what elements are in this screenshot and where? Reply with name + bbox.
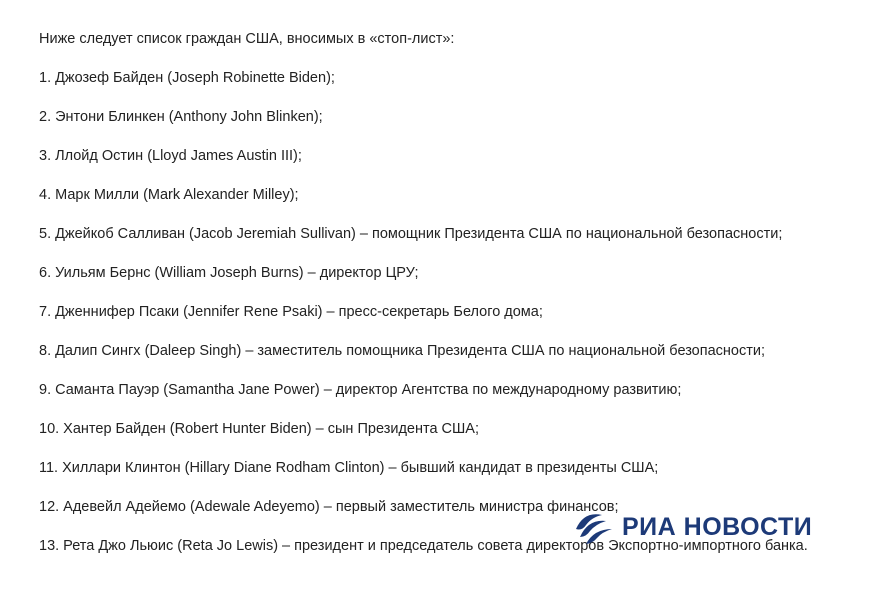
list-item-text: Уильям Бернс (William Joseph Burns) – директор ЦРУ; xyxy=(55,265,419,281)
article-body xyxy=(39,28,859,574)
ria-watermark-text: РИА НОВОСТИ xyxy=(622,512,813,541)
list-item xyxy=(39,262,859,284)
list-item-number: 10. xyxy=(39,421,60,437)
list-item xyxy=(39,418,859,440)
list-item-number: 2. xyxy=(39,109,52,125)
intro-paragraph: Ниже следует список граждан США, вносимых в «стоп-лист»: xyxy=(39,31,455,47)
list-item xyxy=(39,340,859,362)
list-item-text: Хантер Байден (Robert Hunter Biden) – сын Президента США; xyxy=(63,421,480,437)
list-item-text: Джозеф Байден (Joseph Robinette Biden); xyxy=(55,70,335,86)
list-item xyxy=(39,67,859,89)
list-item xyxy=(39,301,859,323)
list-item-number: 12. xyxy=(39,499,60,515)
list-item-text: Джейкоб Салливан (Jacob Jeremiah Sullivan) – помощник Президента США по национальной безопасности; xyxy=(55,226,783,242)
list-item-text: Ллойд Остин (Lloyd James Austin III); xyxy=(55,148,302,164)
list-item-text: Саманта Пауэр (Samantha Jane Power) – директор Агентства по международному развитию; xyxy=(55,382,682,398)
ria-watermark xyxy=(572,506,817,548)
list-item-number: 4. xyxy=(39,187,52,203)
list-item-text: Далип Сингх (Daleep Singh) – заместитель помощника Президента США по национальной безопасности; xyxy=(55,343,765,359)
list-item-number: 3. xyxy=(39,148,52,164)
list-item-text: Рета Джо Льюис (Reta Jo Lewis) – президент и председатель совета директоров Экспортно-импортного банка. xyxy=(63,538,808,554)
list-item-text: Хиллари Клинтон (Hillary Diane Rodham Clinton) – бывший кандидат в президенты США; xyxy=(62,460,659,476)
list-item xyxy=(39,145,859,167)
list-item-number: 9. xyxy=(39,382,52,398)
list-item xyxy=(39,223,859,245)
list-item-number: 6. xyxy=(39,265,52,281)
list-item xyxy=(39,106,859,128)
list-item-text: Марк Милли (Mark Alexander Milley); xyxy=(55,187,299,203)
list-item-number: 5. xyxy=(39,226,52,242)
list-item-number: 1. xyxy=(39,70,52,86)
list-item-number: 11. xyxy=(39,460,59,476)
list-item xyxy=(39,379,859,401)
list-item-text: Дженнифер Псаки (Jennifer Rene Psaki) – пресс-секретарь Белого дома; xyxy=(55,304,543,320)
ria-logo-icon xyxy=(572,507,618,547)
list-item-text: Энтони Блинкен (Anthony John Blinken); xyxy=(55,109,323,125)
list-item-text: Адевейл Адейемо (Adewale Adeyemo) – первый заместитель министра финансов; xyxy=(63,499,619,515)
list-item-number: 8. xyxy=(39,343,52,359)
stop-list xyxy=(39,67,859,557)
list-item xyxy=(39,184,859,206)
list-item-number: 7. xyxy=(39,304,52,320)
list-item xyxy=(39,457,859,479)
list-item-number: 13. xyxy=(39,538,60,554)
